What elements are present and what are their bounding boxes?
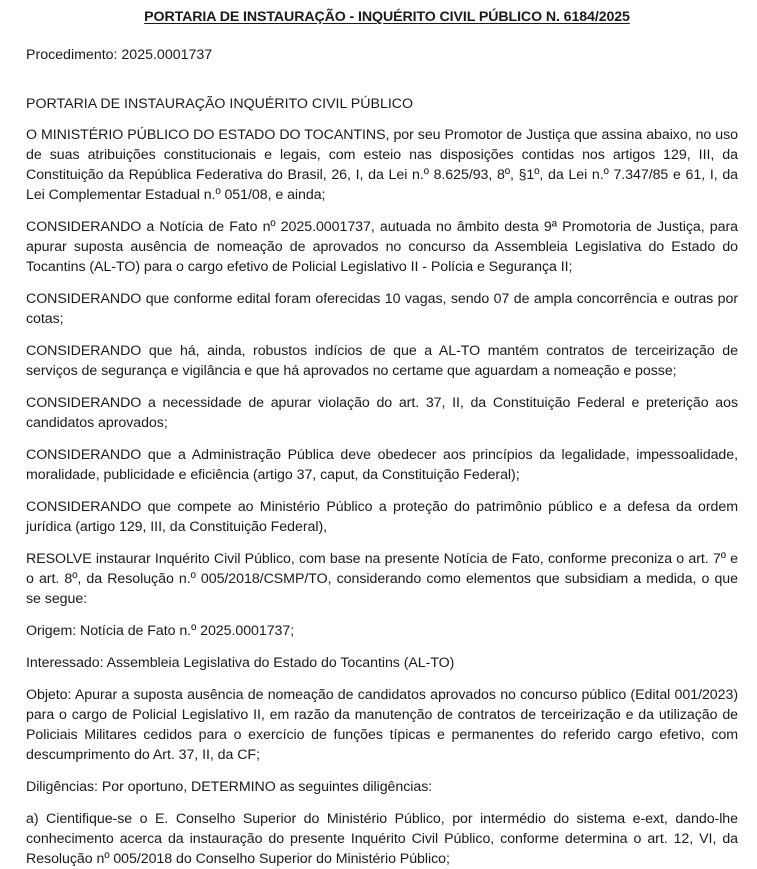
origem-line: Origem: Notícia de Fato n.º 2025.0001737;	[26, 623, 295, 639]
resolve-paragraph: RESOLVE instaurar Inquérito Civil Público, com base na presente Notícia de Fato, conforme preconiza o art. 7º e o art. 8º, da Resolução n.º 005/2018/CSMP/TO, considerando como elementos que subsidiam a medida, o que se segue:	[26, 551, 738, 607]
section-heading: PORTARIA DE INSTAURAÇÃO INQUÉRITO CIVIL PÚBLICO	[26, 96, 414, 112]
diligencias-line: Diligências: Por oportuno, DETERMINO as seguintes diligências:	[26, 779, 433, 795]
document-title: PORTARIA DE INSTAURAÇÃO - INQUÉRITO CIVIL PÚBLICO N. 6184/2025	[144, 9, 630, 25]
interessado-line: Interessado: Assembleia Legislativa do Estado do Tocantins (AL-TO)	[26, 655, 455, 671]
considerando-competencia: CONSIDERANDO que compete ao Ministério Público a proteção do patrimônio público e a defesa da ordem jurídica (artigo 129, III, da Constituição Federal),	[26, 499, 738, 535]
diligencia-a-paragraph: a) Cientifique-se o E. Conselho Superior do Ministério Público, por intermédio do sistema e-ext, dando-lhe conhecimento acerca da instauração do presente Inquérito Civil Público, conforme determina o art. 12, VI, da Resolução nº 005/2018 do Conselho Superior do Ministério Público;	[26, 811, 738, 867]
considerando-terceirizacao: CONSIDERANDO que há, ainda, robustos indícios de que a AL-TO mantém contratos de terceirização de serviços de segurança e vigilância e que há aprovados no certame que aguardam a nomeação e posse;	[26, 343, 738, 379]
objeto-paragraph: Objeto: Apurar a suposta ausência de nomeação de candidatos aprovados no concurso público (Edital 001/2023) para o cargo de Policial Legislativo II, em razão da manutenção de contratos de terceirização e da utilização de Policiais Militares cedidos para o exercício de funções típicas e permanentes do referido cargo efetivo, com descumprimento do Art. 37, II, da CF;	[26, 687, 738, 763]
considerando-noticia-de-fato: CONSIDERANDO a Notícia de Fato nº 2025.0001737, autuada no âmbito desta 9ª Promotoria de Justiça, para apurar suposta ausência de nomeação de aprovados no concurso da Assembleia Legislativa do Estado do Tocantins (AL-TO) para o cargo efetivo de Policial Legislativo II - Polícia e Segurança II;	[26, 219, 738, 275]
considerando-principios: CONSIDERANDO que a Administração Pública deve obedecer aos princípios da legalidade, impessoalidade, moralidade, publicidade e eficiência (artigo 37, caput, da Constituição Federal);	[26, 447, 738, 483]
preamble-paragraph: O MINISTÉRIO PÚBLICO DO ESTADO DO TOCANTINS, por seu Promotor de Justiça que assina abaixo, no uso de suas atribuições constitucionais e legais, com esteio nas disposições contidas nos artigos 129, III, da Constituição da República Federativa do Brasil, 26, I, da Lei n.º 8.625/93, 8º, §1º, da Lei n.º 7.347/85 e 61, I, da Lei Complementar Estadual n.º 051/08, e ainda;	[26, 127, 738, 203]
considerando-vagas: CONSIDERANDO que conforme edital foram oferecidas 10 vagas, sendo 07 de ampla concorrência e outras por cotas;	[26, 291, 738, 327]
considerando-violacao: CONSIDERANDO a necessidade de apurar violação do art. 37, II, da Constituição Federal e preterição aos candidatos aprovados;	[26, 395, 738, 431]
procedimento-number: Procedimento: 2025.0001737	[26, 47, 213, 63]
